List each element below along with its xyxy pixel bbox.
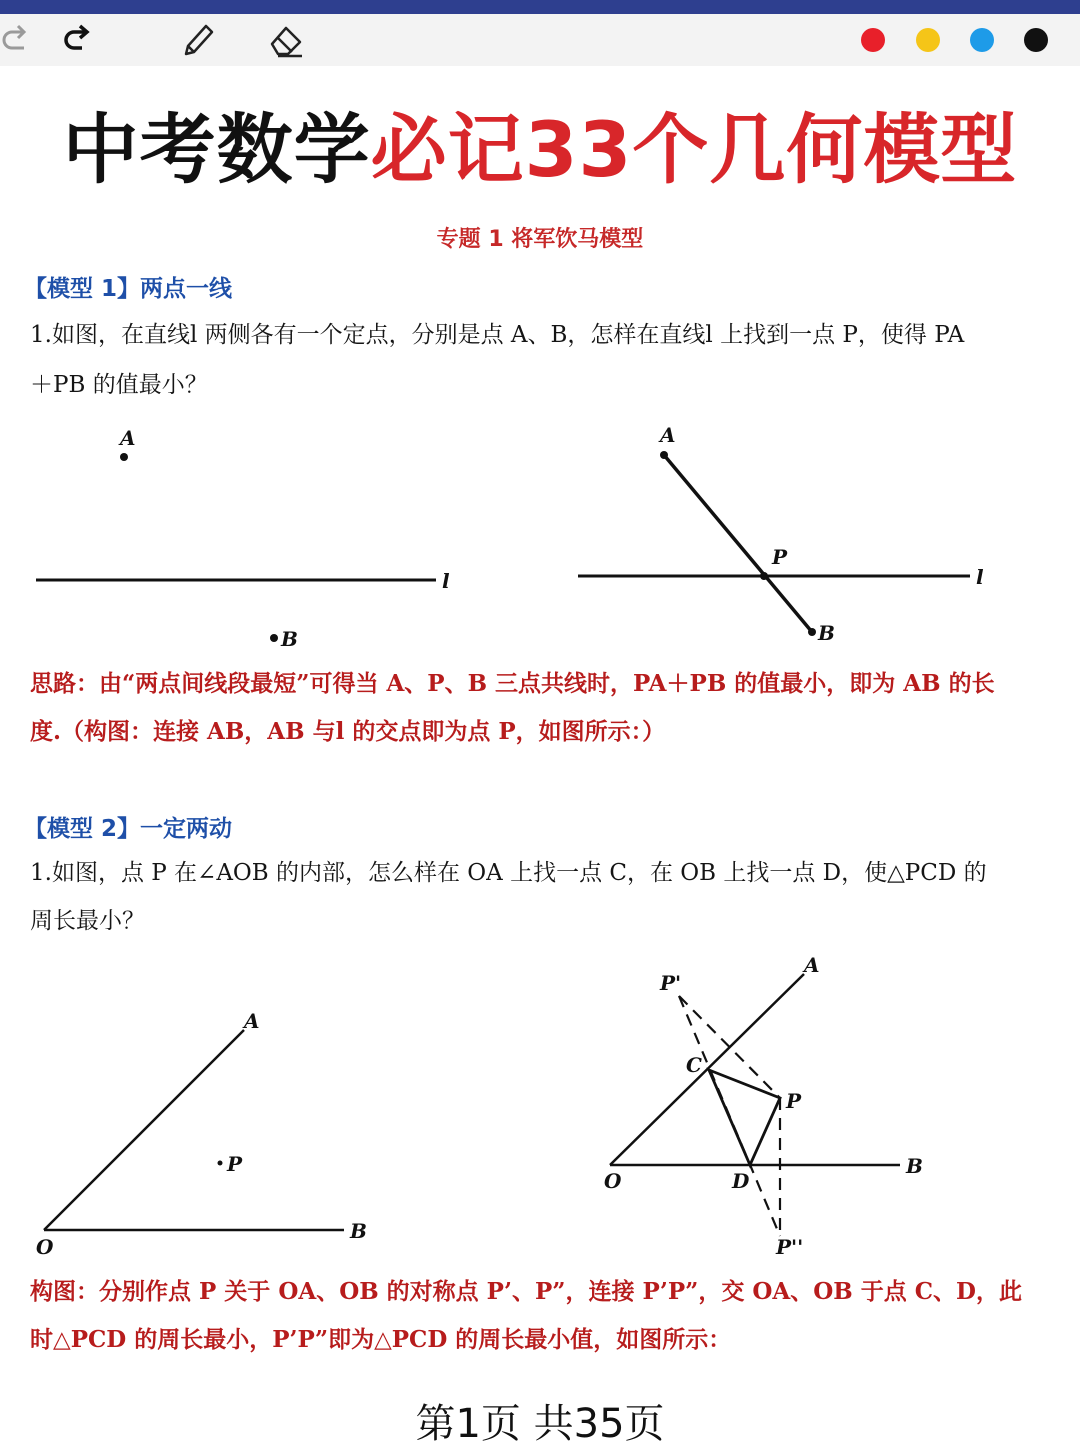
topic-subtitle: 专题 1 将军饮马模型 <box>436 227 644 252</box>
fig4-label-P-prime: P' <box>660 971 682 995</box>
fig1-label-l: l <box>442 569 450 593</box>
page-footer: 第1页 共35页 <box>415 1401 665 1447</box>
fig4-label-D: D <box>732 1169 750 1193</box>
model1-heading: 【模型 1】两点一线 <box>24 276 233 302</box>
fig4-label-O: O <box>604 1169 622 1193</box>
model2-question-line2: 周长最小？ <box>30 908 145 934</box>
model2-figure-right <box>604 953 923 1259</box>
undo-icon[interactable] <box>0 22 34 58</box>
model1-figure-left <box>36 426 450 651</box>
fig4-label-A: A <box>804 953 820 977</box>
fig4-label-P-double-prime: P'' <box>776 1235 804 1259</box>
model2-question-line1: 1.如图，点 P 在∠AOB 的内部，怎么样在 OA 上找一点 C，在 OB 上找一点 D，使△PCD 的 <box>30 860 987 886</box>
fig2-label-l: l <box>976 565 984 589</box>
fig3-label-O: O <box>36 1235 54 1259</box>
redo-icon[interactable] <box>56 22 96 58</box>
model1-figure-right <box>578 423 984 645</box>
fig1-label-A: A <box>120 426 136 450</box>
model2-figures <box>0 950 1080 1270</box>
title-black-part: 中考数学 <box>62 105 371 194</box>
fig4-label-P: P <box>786 1089 802 1113</box>
color-blue-swatch[interactable] <box>970 28 994 52</box>
fig2-label-P: P <box>772 545 788 569</box>
fig3-label-A: A <box>244 1009 260 1033</box>
model1-question-line2: ＋PB 的值最小？ <box>30 372 208 398</box>
model1-question-line1: 1.如图，在直线l 两侧各有一个定点，分别是点 A、B，怎样在直线l 上找到一点 P，使得 PA <box>30 322 965 348</box>
color-black-swatch[interactable] <box>1024 28 1048 52</box>
model1-figures <box>0 420 1080 660</box>
color-yellow-swatch[interactable] <box>916 28 940 52</box>
model2-figure-left <box>36 1009 367 1259</box>
model1-note-line1: 思路：由“两点间线段最短”可得当 A、P、B 三点共线时，PA＋PB 的值最小，即为 AB 的长 <box>30 670 995 697</box>
model2-note-line1: 构图：分别作点 P 关于 OA、OB 的对称点 P’、P”，连接 P’P”，交 OA、OB 于点 C、D，此 <box>30 1278 1022 1305</box>
fig1-label-B: B <box>281 627 298 651</box>
eraser-icon[interactable] <box>266 22 306 58</box>
title-red-part: 必记33个几何模型 <box>370 105 1018 194</box>
model2-heading: 【模型 2】一定两动 <box>24 816 233 842</box>
pencil-icon[interactable] <box>178 22 218 58</box>
page-title <box>0 100 1080 200</box>
fig2-label-B: B <box>818 621 835 645</box>
color-red-swatch[interactable] <box>861 28 885 52</box>
fig3-label-B: B <box>350 1219 367 1243</box>
model1-note-line2: 度.（构图：连接 AB，AB 与l 的交点即为点 P，如图所示：） <box>30 718 666 745</box>
fig3-label-P: P <box>227 1152 243 1176</box>
fig2-label-A: A <box>660 423 676 447</box>
fig4-label-C: C <box>686 1053 702 1077</box>
fig4-label-B: B <box>906 1154 923 1178</box>
top-accent-bar <box>0 0 1080 14</box>
model2-note-line2: 时△PCD 的周长最小，P’P”即为△PCD 的周长最小值，如图所示： <box>30 1326 732 1353</box>
